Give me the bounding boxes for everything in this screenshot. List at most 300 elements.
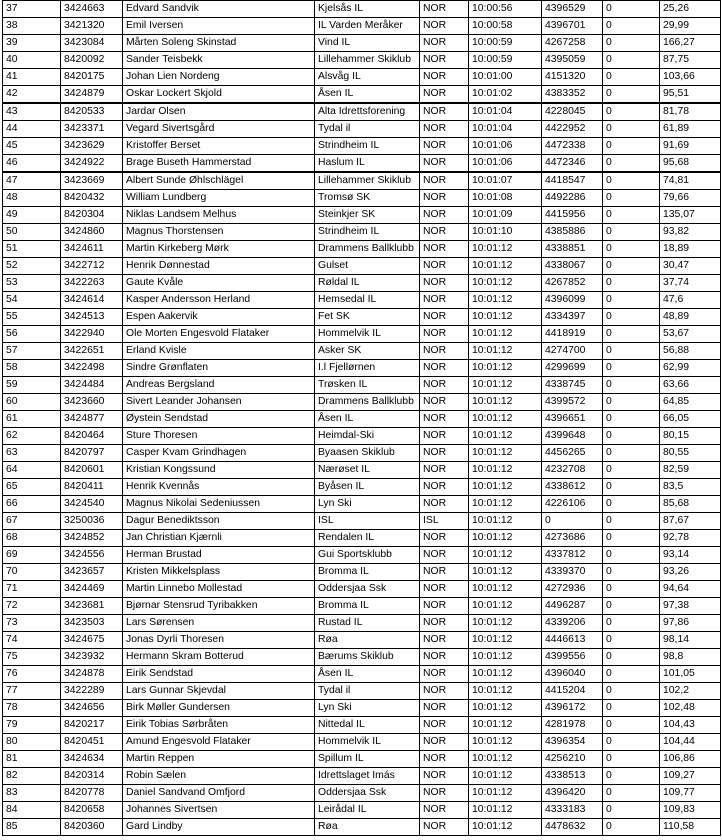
license-id-cell: 4273686: [542, 530, 603, 547]
bib-id-cell: 3423629: [61, 138, 123, 155]
rank-cell: 81: [3, 751, 61, 768]
athlete-name-cell: Sander Teisbekk: [123, 52, 315, 69]
penalty-cell: 0: [603, 52, 660, 69]
rank-cell: 57: [3, 343, 61, 360]
table-row: [3, 411, 721, 428]
points-cell: 109,27: [660, 768, 721, 785]
athlete-name-cell: Lars Sørensen: [123, 615, 315, 632]
athlete-name-cell: Herman Brustad: [123, 547, 315, 564]
rank-cell: 64: [3, 462, 61, 479]
athlete-name-cell: Hermann Skram Botterud: [123, 649, 315, 666]
bib-id-cell: 3424878: [61, 666, 123, 683]
table-row: [3, 360, 721, 377]
penalty-cell: 0: [603, 275, 660, 292]
license-id-cell: 4151320: [542, 69, 603, 86]
club-cell: Steinkjer SK: [315, 207, 420, 224]
time-cell: 10:00:56: [469, 1, 542, 18]
time-cell: 10:01:12: [469, 241, 542, 258]
bib-id-cell: 3423681: [61, 598, 123, 615]
points-cell: 53,67: [660, 326, 721, 343]
time-cell: 10:01:12: [469, 479, 542, 496]
club-cell: Strindheim IL: [315, 138, 420, 155]
penalty-cell: 0: [603, 103, 660, 121]
time-cell: 10:01:12: [469, 734, 542, 751]
rank-cell: 39: [3, 35, 61, 52]
club-cell: Nittedal IL: [315, 717, 420, 734]
rank-cell: 84: [3, 802, 61, 819]
license-id-cell: 4418547: [542, 172, 603, 190]
bib-id-cell: 8420092: [61, 52, 123, 69]
time-cell: 10:01:12: [469, 275, 542, 292]
club-cell: Drammens Ballklubb: [315, 394, 420, 411]
nation-cell: NOR: [420, 751, 469, 768]
club-cell: Drammens Ballklubb: [315, 241, 420, 258]
bib-id-cell: 3423503: [61, 615, 123, 632]
bib-id-cell: 8420304: [61, 207, 123, 224]
rank-cell: 68: [3, 530, 61, 547]
time-cell: 10:01:12: [469, 802, 542, 819]
points-cell: 93,14: [660, 547, 721, 564]
penalty-cell: 0: [603, 35, 660, 52]
time-cell: 10:01:07: [469, 172, 542, 190]
time-cell: 10:01:06: [469, 138, 542, 155]
points-cell: 56,88: [660, 343, 721, 360]
bib-id-cell: 8420533: [61, 103, 123, 121]
bib-id-cell: 8420778: [61, 785, 123, 802]
rank-cell: 71: [3, 581, 61, 598]
license-id-cell: 4415204: [542, 683, 603, 700]
license-id-cell: 4396099: [542, 292, 603, 309]
club-cell: ISL: [315, 513, 420, 530]
rank-cell: 37: [3, 1, 61, 18]
points-cell: 166,27: [660, 35, 721, 52]
penalty-cell: 0: [603, 496, 660, 513]
bib-id-cell: 8420411: [61, 479, 123, 496]
license-id-cell: 4339206: [542, 615, 603, 632]
nation-cell: NOR: [420, 103, 469, 121]
club-cell: Lyn Ski: [315, 700, 420, 717]
points-cell: 80,15: [660, 428, 721, 445]
bib-id-cell: 8420601: [61, 462, 123, 479]
time-cell: 10:01:12: [469, 751, 542, 768]
license-id-cell: 4456265: [542, 445, 603, 462]
table-row: [3, 52, 721, 69]
rank-cell: 80: [3, 734, 61, 751]
bib-id-cell: 3423932: [61, 649, 123, 666]
nation-cell: NOR: [420, 138, 469, 155]
club-cell: Åsen IL: [315, 86, 420, 104]
rank-cell: 62: [3, 428, 61, 445]
athlete-name-cell: Birk Møller Gundersen: [123, 700, 315, 717]
penalty-cell: 0: [603, 326, 660, 343]
points-cell: 47,6: [660, 292, 721, 309]
rank-cell: 45: [3, 138, 61, 155]
table-row: [3, 394, 721, 411]
nation-cell: NOR: [420, 785, 469, 802]
license-id-cell: 4338851: [542, 241, 603, 258]
time-cell: 10:01:09: [469, 207, 542, 224]
table-row: [3, 513, 721, 530]
bib-id-cell: 8420314: [61, 768, 123, 785]
nation-cell: NOR: [420, 615, 469, 632]
nation-cell: NOR: [420, 530, 469, 547]
license-id-cell: 4396354: [542, 734, 603, 751]
table-row: [3, 35, 721, 52]
bib-id-cell: 3424922: [61, 155, 123, 173]
table-row: [3, 309, 721, 326]
athlete-name-cell: Dagur Benediktsson: [123, 513, 315, 530]
time-cell: 10:01:10: [469, 224, 542, 241]
points-cell: 110,58: [660, 819, 721, 836]
points-cell: 98,14: [660, 632, 721, 649]
bib-id-cell: 3423371: [61, 121, 123, 138]
license-id-cell: 4399572: [542, 394, 603, 411]
penalty-cell: 0: [603, 1, 660, 18]
club-cell: Lillehammer Skiklub: [315, 52, 420, 69]
athlete-name-cell: Jonas Dyrli Thoresen: [123, 632, 315, 649]
table-row: [3, 326, 721, 343]
athlete-name-cell: Robin Sælen: [123, 768, 315, 785]
bib-id-cell: 3424852: [61, 530, 123, 547]
club-cell: Røa: [315, 819, 420, 836]
rank-cell: 77: [3, 683, 61, 700]
penalty-cell: 0: [603, 172, 660, 190]
penalty-cell: 0: [603, 155, 660, 173]
rank-cell: 48: [3, 190, 61, 207]
nation-cell: NOR: [420, 52, 469, 69]
bib-id-cell: 3424540: [61, 496, 123, 513]
athlete-name-cell: Kristen Mikkelsplass: [123, 564, 315, 581]
bib-id-cell: 3424675: [61, 632, 123, 649]
bib-id-cell: 3422263: [61, 275, 123, 292]
points-cell: 63,66: [660, 377, 721, 394]
athlete-name-cell: Niklas Landsem Melhus: [123, 207, 315, 224]
time-cell: 10:01:12: [469, 360, 542, 377]
nation-cell: NOR: [420, 666, 469, 683]
rank-cell: 52: [3, 258, 61, 275]
time-cell: 10:01:04: [469, 103, 542, 121]
rank-cell: 42: [3, 86, 61, 104]
time-cell: 10:01:12: [469, 258, 542, 275]
license-id-cell: 4338513: [542, 768, 603, 785]
time-cell: 10:01:12: [469, 394, 542, 411]
license-id-cell: 4422952: [542, 121, 603, 138]
bib-id-cell: 3424663: [61, 1, 123, 18]
points-cell: 109,77: [660, 785, 721, 802]
penalty-cell: 0: [603, 377, 660, 394]
athlete-name-cell: Martin Reppen: [123, 751, 315, 768]
points-cell: 80,55: [660, 445, 721, 462]
club-cell: Røldal IL: [315, 275, 420, 292]
rank-cell: 46: [3, 155, 61, 173]
license-id-cell: 4496287: [542, 598, 603, 615]
time-cell: 10:01:12: [469, 411, 542, 428]
athlete-name-cell: Johan Lien Nordeng: [123, 69, 315, 86]
club-cell: Vind IL: [315, 35, 420, 52]
rank-cell: 50: [3, 224, 61, 241]
results-table-body: [3, 1, 721, 836]
athlete-name-cell: Edvard Sandvik: [123, 1, 315, 18]
athlete-name-cell: Jan Christian Kjærnli: [123, 530, 315, 547]
athlete-name-cell: Erland Kvisle: [123, 343, 315, 360]
table-row: [3, 768, 721, 785]
bib-id-cell: 3424877: [61, 411, 123, 428]
rank-cell: 55: [3, 309, 61, 326]
club-cell: Rendalen IL: [315, 530, 420, 547]
time-cell: 10:01:06: [469, 155, 542, 173]
nation-cell: NOR: [420, 275, 469, 292]
club-cell: Idrettslaget Imás: [315, 768, 420, 785]
time-cell: 10:00:58: [469, 18, 542, 35]
table-row: [3, 69, 721, 86]
bib-id-cell: 8420797: [61, 445, 123, 462]
club-cell: Oddersjaa Ssk: [315, 785, 420, 802]
bib-id-cell: 8420432: [61, 190, 123, 207]
athlete-name-cell: Amund Engesvold Flataker: [123, 734, 315, 751]
table-row: [3, 734, 721, 751]
time-cell: 10:01:12: [469, 513, 542, 530]
rank-cell: 47: [3, 172, 61, 190]
penalty-cell: 0: [603, 513, 660, 530]
penalty-cell: 0: [603, 717, 660, 734]
nation-cell: NOR: [420, 394, 469, 411]
bib-id-cell: 3423660: [61, 394, 123, 411]
club-cell: Lillehammer Skiklub: [315, 172, 420, 190]
rank-cell: 82: [3, 768, 61, 785]
penalty-cell: 0: [603, 819, 660, 836]
nation-cell: NOR: [420, 683, 469, 700]
penalty-cell: 0: [603, 700, 660, 717]
license-id-cell: 4396172: [542, 700, 603, 717]
license-id-cell: 4385886: [542, 224, 603, 241]
nation-cell: ISL: [420, 513, 469, 530]
license-id-cell: 4396420: [542, 785, 603, 802]
nation-cell: NOR: [420, 360, 469, 377]
bib-id-cell: 3424484: [61, 377, 123, 394]
table-row: [3, 428, 721, 445]
nation-cell: NOR: [420, 411, 469, 428]
club-cell: IL Varden Meråker: [315, 18, 420, 35]
time-cell: 10:01:12: [469, 615, 542, 632]
athlete-name-cell: Mårten Soleng Skinstad: [123, 35, 315, 52]
rank-cell: 51: [3, 241, 61, 258]
license-id-cell: 4396701: [542, 18, 603, 35]
nation-cell: NOR: [420, 598, 469, 615]
nation-cell: NOR: [420, 343, 469, 360]
penalty-cell: 0: [603, 86, 660, 104]
nation-cell: NOR: [420, 377, 469, 394]
nation-cell: NOR: [420, 768, 469, 785]
penalty-cell: 0: [603, 224, 660, 241]
bib-id-cell: 8420464: [61, 428, 123, 445]
nation-cell: NOR: [420, 190, 469, 207]
athlete-name-cell: Casper Kvam Grindhagen: [123, 445, 315, 462]
time-cell: 10:01:04: [469, 121, 542, 138]
table-row: [3, 121, 721, 138]
bib-id-cell: 3424656: [61, 700, 123, 717]
rank-cell: 78: [3, 700, 61, 717]
time-cell: 10:01:12: [469, 530, 542, 547]
points-cell: 87,67: [660, 513, 721, 530]
athlete-name-cell: Jardar Olsen: [123, 103, 315, 121]
time-cell: 10:01:12: [469, 564, 542, 581]
table-row: [3, 683, 721, 700]
bib-id-cell: 8420451: [61, 734, 123, 751]
nation-cell: NOR: [420, 819, 469, 836]
time-cell: 10:01:12: [469, 292, 542, 309]
club-cell: Kjelsås IL: [315, 1, 420, 18]
rank-cell: 66: [3, 496, 61, 513]
time-cell: 10:01:12: [469, 581, 542, 598]
bib-id-cell: 3422940: [61, 326, 123, 343]
points-cell: 85,68: [660, 496, 721, 513]
time-cell: 10:01:12: [469, 666, 542, 683]
table-row: [3, 649, 721, 666]
rank-cell: 40: [3, 52, 61, 69]
nation-cell: NOR: [420, 1, 469, 18]
nation-cell: NOR: [420, 121, 469, 138]
table-row: [3, 172, 721, 190]
nation-cell: NOR: [420, 326, 469, 343]
time-cell: 10:01:12: [469, 700, 542, 717]
club-cell: Byåsen IL: [315, 479, 420, 496]
table-row: [3, 598, 721, 615]
club-cell: Lyn Ski: [315, 496, 420, 513]
table-row: [3, 275, 721, 292]
athlete-name-cell: Bjørnar Stensrud Tyribakken: [123, 598, 315, 615]
time-cell: 10:01:12: [469, 445, 542, 462]
points-cell: 97,86: [660, 615, 721, 632]
athlete-name-cell: Andreas Bergsland: [123, 377, 315, 394]
penalty-cell: 0: [603, 547, 660, 564]
rank-cell: 60: [3, 394, 61, 411]
athlete-name-cell: Lars Gunnar Skjevdal: [123, 683, 315, 700]
penalty-cell: 0: [603, 666, 660, 683]
rank-cell: 79: [3, 717, 61, 734]
table-row: [3, 207, 721, 224]
athlete-name-cell: Sture Thoresen: [123, 428, 315, 445]
rank-cell: 74: [3, 632, 61, 649]
penalty-cell: 0: [603, 18, 660, 35]
nation-cell: NOR: [420, 581, 469, 598]
penalty-cell: 0: [603, 479, 660, 496]
points-cell: 104,44: [660, 734, 721, 751]
club-cell: Tydal il: [315, 121, 420, 138]
penalty-cell: 0: [603, 632, 660, 649]
athlete-name-cell: Henrik Dønnestad: [123, 258, 315, 275]
points-cell: 29,99: [660, 18, 721, 35]
athlete-name-cell: Oskar Lockert Skjold: [123, 86, 315, 104]
club-cell: Rustad IL: [315, 615, 420, 632]
time-cell: 10:01:00: [469, 69, 542, 86]
club-cell: I.l Fjellørnen: [315, 360, 420, 377]
nation-cell: NOR: [420, 428, 469, 445]
club-cell: Åsen IL: [315, 411, 420, 428]
penalty-cell: 0: [603, 445, 660, 462]
club-cell: Hommelvik IL: [315, 326, 420, 343]
club-cell: Tydal il: [315, 683, 420, 700]
club-cell: Røa: [315, 632, 420, 649]
time-cell: 10:01:12: [469, 649, 542, 666]
license-id-cell: 4338067: [542, 258, 603, 275]
license-id-cell: 4267258: [542, 35, 603, 52]
bib-id-cell: 3422712: [61, 258, 123, 275]
time-cell: 10:01:12: [469, 598, 542, 615]
nation-cell: NOR: [420, 35, 469, 52]
nation-cell: NOR: [420, 734, 469, 751]
athlete-name-cell: Martin Kirkeberg Mørk: [123, 241, 315, 258]
nation-cell: NOR: [420, 632, 469, 649]
license-id-cell: 4274700: [542, 343, 603, 360]
table-row: [3, 190, 721, 207]
nation-cell: NOR: [420, 172, 469, 190]
nation-cell: NOR: [420, 649, 469, 666]
table-row: [3, 155, 721, 173]
table-row: [3, 343, 721, 360]
bib-id-cell: 3424469: [61, 581, 123, 598]
points-cell: 102,2: [660, 683, 721, 700]
table-row: [3, 700, 721, 717]
rank-cell: 59: [3, 377, 61, 394]
points-cell: 74,81: [660, 172, 721, 190]
license-id-cell: 4446613: [542, 632, 603, 649]
bib-id-cell: 3422289: [61, 683, 123, 700]
table-row: [3, 615, 721, 632]
table-row: [3, 445, 721, 462]
time-cell: 10:01:12: [469, 547, 542, 564]
bib-id-cell: 3424513: [61, 309, 123, 326]
club-cell: Spillum IL: [315, 751, 420, 768]
nation-cell: NOR: [420, 309, 469, 326]
nation-cell: NOR: [420, 86, 469, 104]
club-cell: Nærøset IL: [315, 462, 420, 479]
rank-cell: 63: [3, 445, 61, 462]
athlete-name-cell: Kristoffer Berset: [123, 138, 315, 155]
nation-cell: NOR: [420, 564, 469, 581]
club-cell: Bærums Skiklub: [315, 649, 420, 666]
table-row: [3, 564, 721, 581]
club-cell: Alsvåg IL: [315, 69, 420, 86]
points-cell: 82,59: [660, 462, 721, 479]
points-cell: 102,48: [660, 700, 721, 717]
bib-id-cell: 3423657: [61, 564, 123, 581]
penalty-cell: 0: [603, 768, 660, 785]
points-cell: 103,66: [660, 69, 721, 86]
time-cell: 10:01:12: [469, 768, 542, 785]
license-id-cell: 4492286: [542, 190, 603, 207]
athlete-name-cell: Ole Morten Engesvold Flataker: [123, 326, 315, 343]
club-cell: Bromma IL: [315, 598, 420, 615]
penalty-cell: 0: [603, 138, 660, 155]
points-cell: 92,78: [660, 530, 721, 547]
rank-cell: 72: [3, 598, 61, 615]
bib-id-cell: 3250036: [61, 513, 123, 530]
license-id-cell: 4228045: [542, 103, 603, 121]
bib-id-cell: 3424611: [61, 241, 123, 258]
table-row: [3, 717, 721, 734]
club-cell: Heimdal-Ski: [315, 428, 420, 445]
athlete-name-cell: Øystein Sendstad: [123, 411, 315, 428]
table-row: [3, 496, 721, 513]
penalty-cell: 0: [603, 462, 660, 479]
bib-id-cell: 3423669: [61, 172, 123, 190]
rank-cell: 53: [3, 275, 61, 292]
bib-id-cell: 3424634: [61, 751, 123, 768]
table-row: [3, 802, 721, 819]
penalty-cell: 0: [603, 785, 660, 802]
club-cell: Bromma IL: [315, 564, 420, 581]
points-cell: 94,64: [660, 581, 721, 598]
